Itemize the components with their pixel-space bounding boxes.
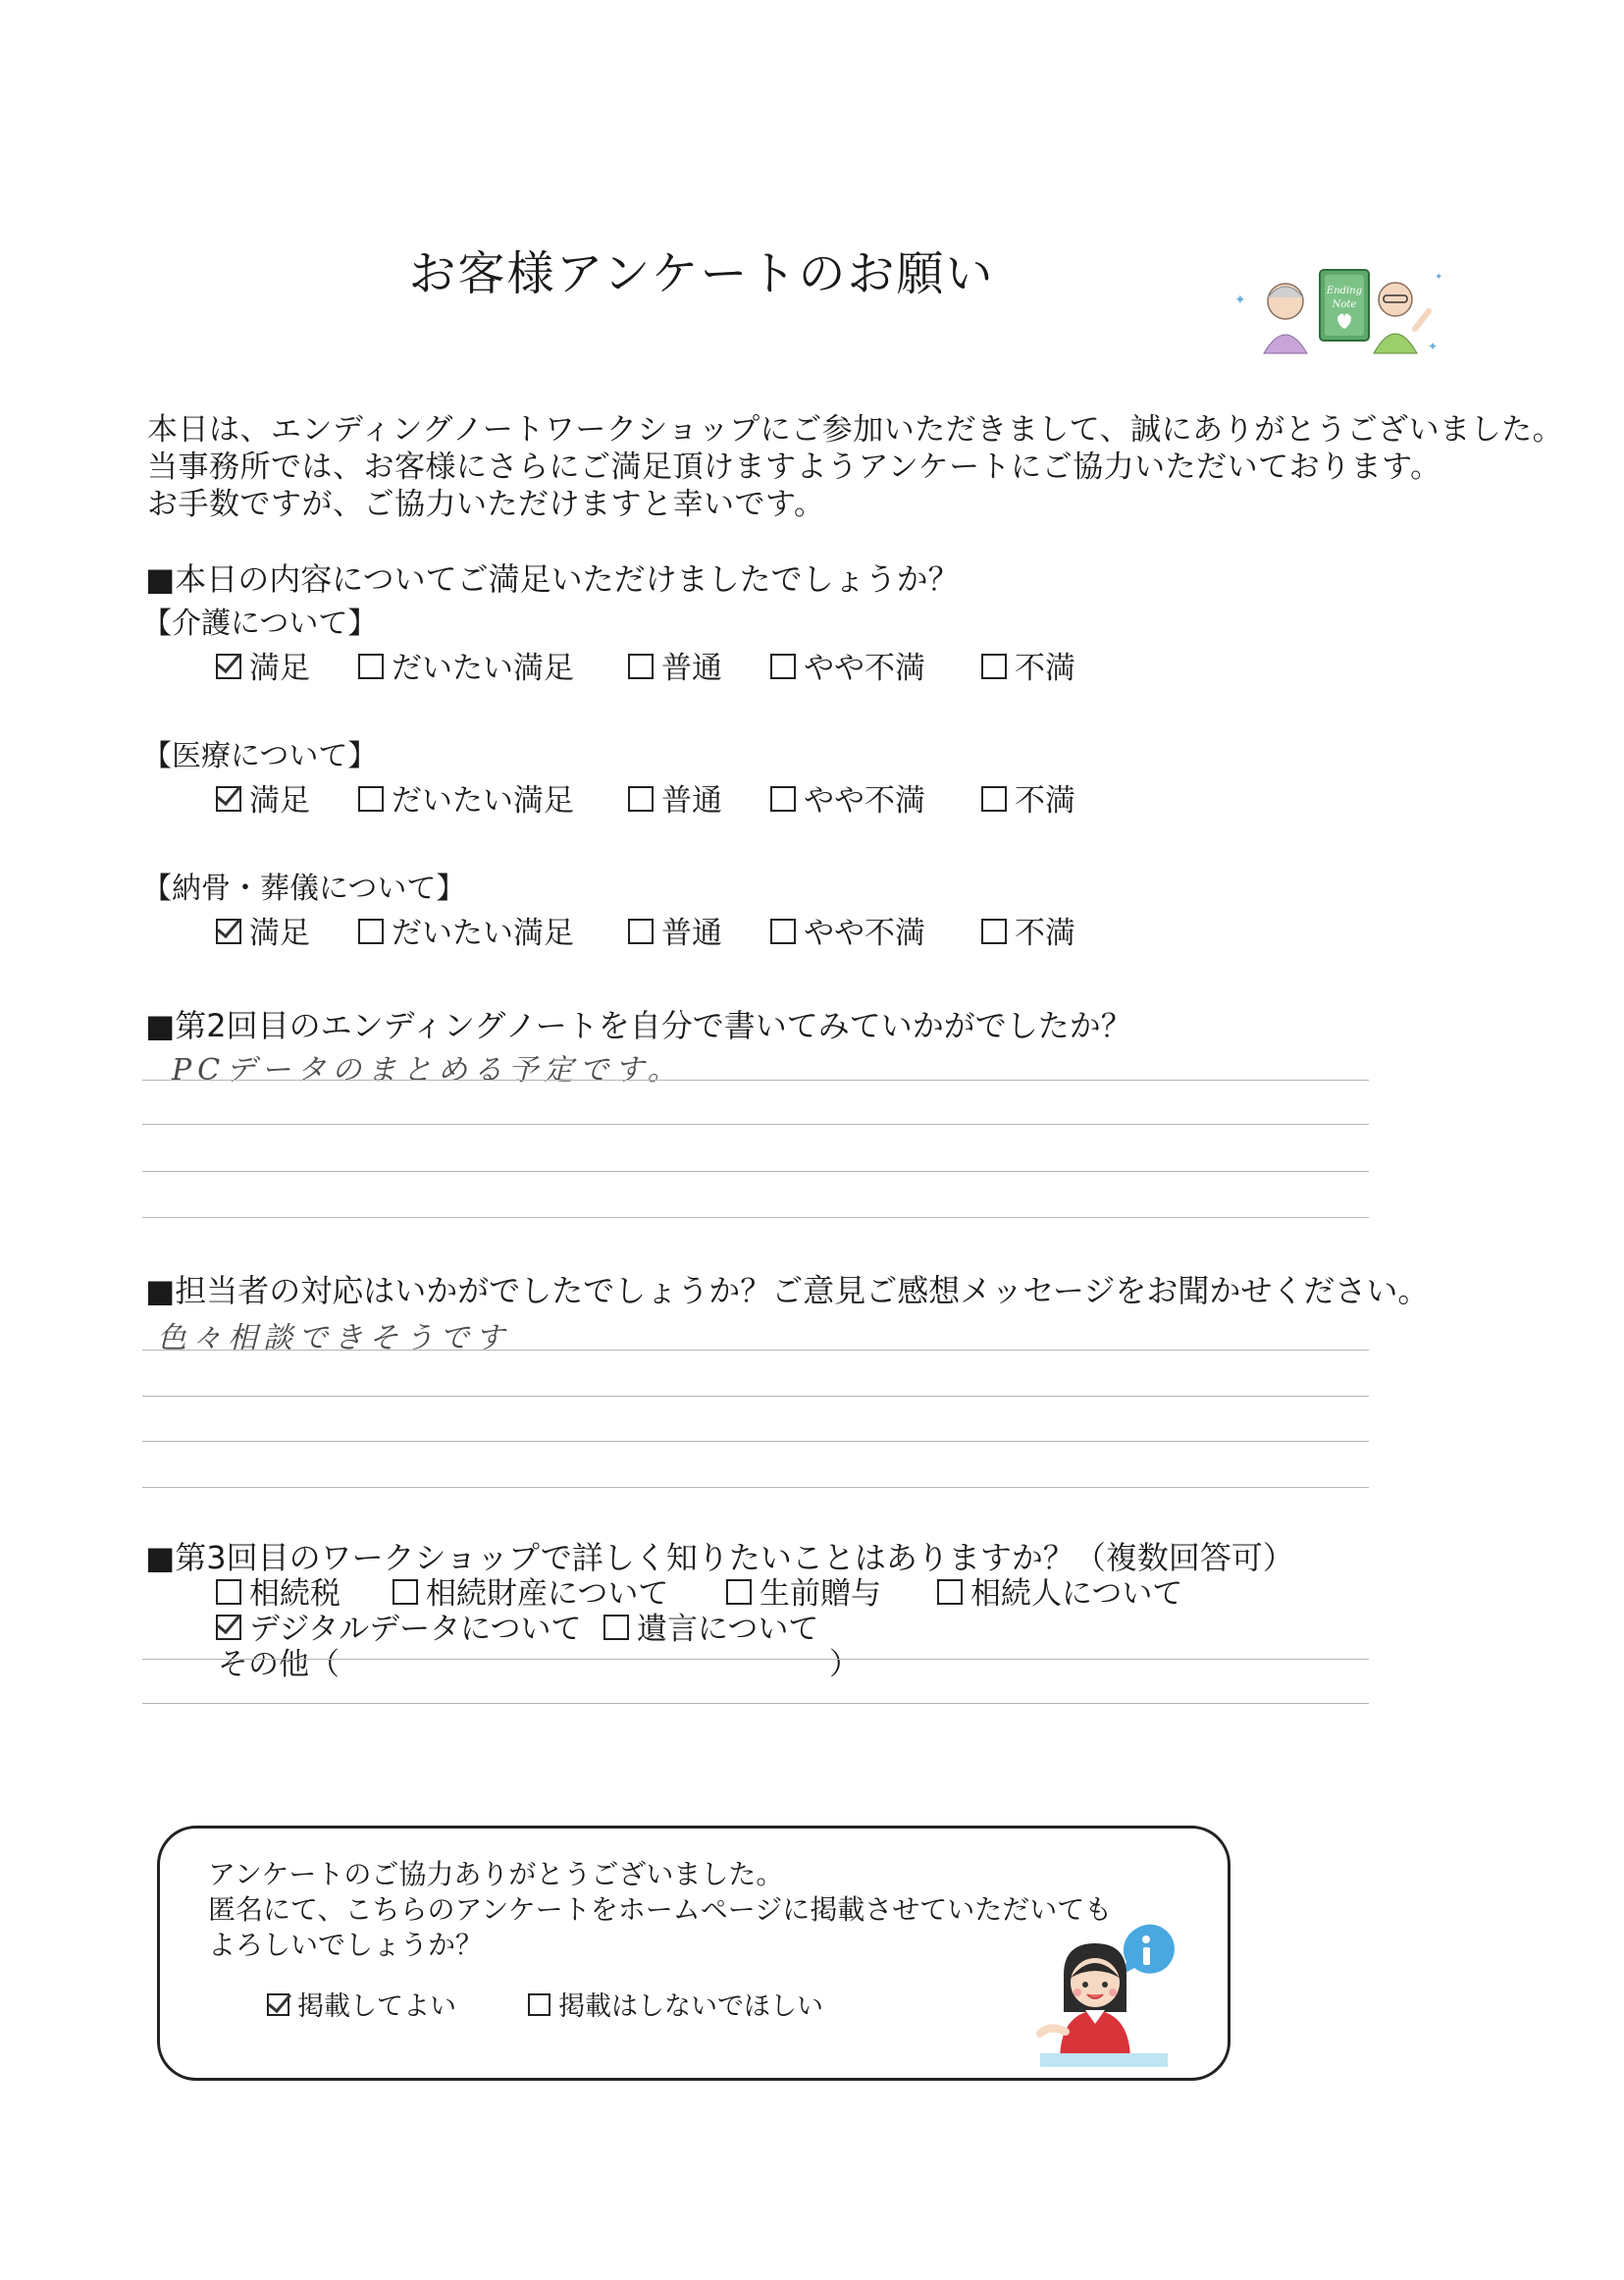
answer-line — [142, 1124, 1369, 1125]
q1-medical-option-1[interactable]: 満足 — [216, 775, 310, 820]
q1-section-label-funeral: 【納骨・葬儀について】 — [142, 872, 466, 906]
q4-option-will[interactable]: 遺言について — [603, 1604, 818, 1648]
page-title: お客様アンケートのお願い — [408, 246, 995, 301]
q1-funeral-option-5[interactable]: 不満 — [981, 908, 1075, 952]
checkbox-checked[interactable] — [267, 1993, 289, 2016]
consent-no-option[interactable]: 掲載はしないでほしい — [528, 1985, 823, 2023]
answer-line — [142, 1350, 1369, 1351]
q1-funeral-option-4[interactable]: やや不満 — [770, 908, 925, 952]
checkbox-checked[interactable] — [216, 654, 241, 679]
q3-handwritten-answer[interactable]: 色々相談できそうです — [157, 1321, 510, 1355]
checkbox[interactable] — [358, 919, 384, 944]
checkbox-checked[interactable] — [216, 786, 241, 812]
svg-text:✦: ✦ — [1234, 292, 1246, 308]
q1-medical-option-5[interactable]: 不満 — [981, 775, 1075, 820]
elderly-couple-illustration — [1227, 260, 1442, 358]
q1-medical-option-2[interactable]: だいたい満足 — [358, 775, 574, 820]
q1-section-label-medical: 【医療について】 — [142, 739, 378, 773]
q1-care-option-3[interactable]: 普通 — [628, 643, 722, 687]
checkbox[interactable] — [628, 654, 654, 679]
intro-line-2: 当事務所では、お客様にさらにご満足頂けますようアンケートにご協力いただいております。 — [147, 450, 1441, 485]
svg-text:✦: ✦ — [1428, 340, 1439, 353]
answer-line — [142, 1659, 1369, 1660]
checkbox[interactable] — [358, 654, 384, 679]
q1-funeral-option-1[interactable]: 満足 — [216, 908, 310, 952]
answer-line — [142, 1703, 1369, 1704]
checkbox[interactable] — [628, 919, 654, 944]
intro-line-3: お手数ですが、ご協力いただけますと幸いです。 — [147, 487, 825, 522]
q4-other-label: その他（ — [218, 1647, 340, 1682]
q4-other-close: ） — [829, 1647, 860, 1682]
receptionist-illustration — [1021, 1924, 1197, 2071]
q1-medical-option-3[interactable]: 普通 — [628, 775, 722, 820]
book-title-line1: Ending — [1326, 286, 1363, 296]
checkbox[interactable] — [358, 786, 384, 812]
checkbox[interactable] — [770, 786, 796, 812]
q4-heading: ■第3回目のワークショップで詳しく知りたいことはありますか？（複数回答可） — [145, 1539, 1294, 1576]
answer-line — [142, 1217, 1369, 1218]
q1-medical-option-4[interactable]: やや不満 — [770, 775, 925, 820]
consent-line-3: よろしいでしょうか？ — [208, 1929, 484, 1961]
q1-funeral-option-2[interactable]: だいたい満足 — [358, 908, 574, 952]
checkbox-checked[interactable] — [216, 919, 241, 944]
answer-line — [142, 1441, 1369, 1442]
checkbox[interactable] — [937, 1579, 963, 1605]
checkbox[interactable] — [770, 919, 796, 944]
q2-heading: ■第2回目のエンディングノートを自分で書いてみていかがでしたか？ — [145, 1007, 1132, 1044]
checkbox[interactable] — [981, 919, 1007, 944]
q4-option-digital-data[interactable]: デジタルデータについて — [216, 1604, 582, 1648]
q1-care-option-2[interactable]: だいたい満足 — [358, 643, 574, 687]
q4-option-estate[interactable]: 相続財産について — [393, 1568, 668, 1613]
checkbox[interactable] — [628, 786, 654, 812]
answer-line — [142, 1080, 1369, 1081]
q1-care-option-4[interactable]: やや不満 — [770, 643, 925, 687]
answer-line — [142, 1487, 1369, 1488]
q1-heading: ■本日の内容についてご満足いただけましたでしょうか？ — [145, 560, 960, 598]
q1-funeral-option-3[interactable]: 普通 — [628, 908, 722, 952]
book-title-line2: Note — [1332, 299, 1357, 310]
checkbox[interactable] — [726, 1579, 752, 1605]
answer-line — [142, 1171, 1369, 1172]
checkbox[interactable] — [981, 786, 1007, 812]
q2-handwritten-answer[interactable]: PCデータのまとめる予定です。 — [172, 1053, 683, 1087]
checkbox[interactable] — [216, 1579, 241, 1605]
q1-care-option-5[interactable]: 不満 — [981, 643, 1075, 687]
consent-line-1: アンケートのご協力ありがとうございました。 — [208, 1858, 784, 1890]
checkbox-checked[interactable] — [216, 1615, 241, 1640]
q3-heading: ■担当者の対応はいかがでしたでしょうか？ご意見ご感想メッセージをお聞かせください。 — [145, 1272, 1430, 1309]
q4-option-inheritance-tax[interactable]: 相続税 — [216, 1568, 341, 1613]
checkbox[interactable] — [981, 654, 1007, 679]
q4-option-lifetime-gift[interactable]: 生前贈与 — [726, 1568, 881, 1613]
q1-section-label-care: 【介護について】 — [142, 607, 378, 641]
intro-line-1: 本日は、エンディングノートワークショップにご参加いただきまして、誠にありがとうございました。 — [147, 412, 1564, 448]
checkbox[interactable] — [528, 1993, 550, 2016]
checkbox[interactable] — [770, 654, 796, 679]
q4-option-heirs[interactable]: 相続人について — [937, 1568, 1182, 1613]
consent-line-2: 匿名にて、こちらのアンケートをホームページに掲載させていただいても — [208, 1893, 1113, 1926]
q1-care-option-1[interactable]: 満足 — [216, 643, 310, 687]
answer-line — [142, 1396, 1369, 1397]
checkbox[interactable] — [393, 1579, 418, 1605]
consent-yes-option[interactable]: 掲載してよい — [267, 1985, 456, 2023]
svg-text:✦: ✦ — [1435, 272, 1442, 283]
info-icon — [1121, 1925, 1175, 1976]
checkbox[interactable] — [603, 1615, 629, 1640]
